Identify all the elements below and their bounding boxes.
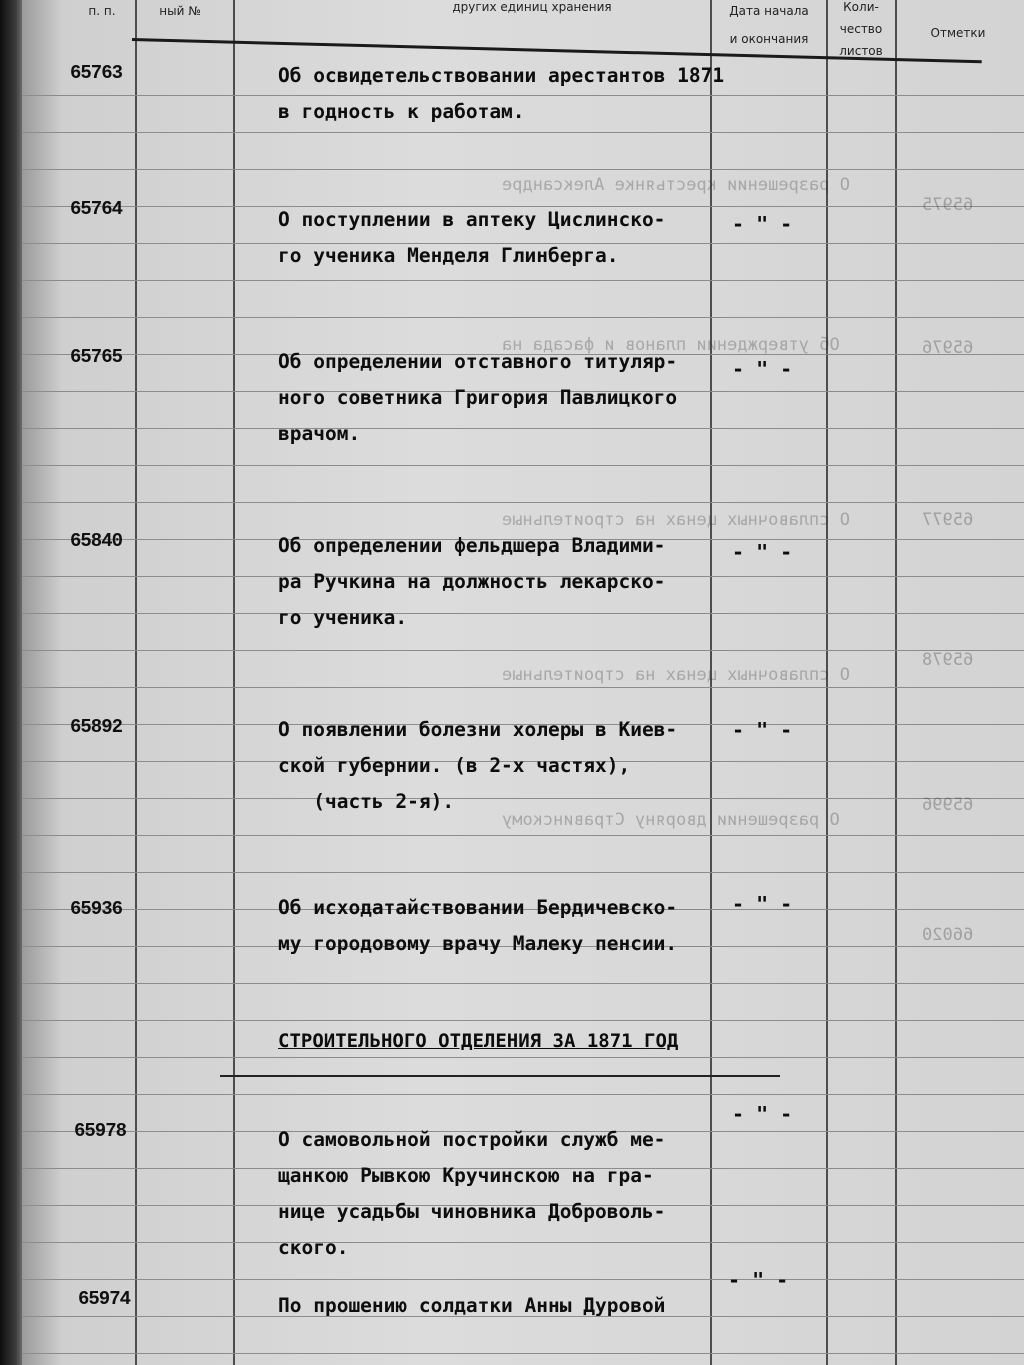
header-col-title: других единиц хранения: [452, 0, 612, 14]
column-divider-5: [895, 0, 897, 1365]
bleed-through-number: 66020: [922, 925, 974, 945]
ruled-line: [22, 1094, 1024, 1095]
header-col-no: п. п.: [88, 4, 116, 18]
entry-text-line: ного советника Григория Павлицкого: [278, 386, 678, 409]
ruled-line: [22, 1353, 1024, 1354]
ruled-line: [22, 650, 1024, 651]
ruled-line: [22, 1057, 1024, 1058]
bleed-through-number: 65996: [922, 795, 974, 815]
ruled-line: [22, 317, 1024, 318]
ruled-line: [22, 1020, 1024, 1021]
ditto-mark: - " -: [732, 357, 793, 381]
ditto-mark: - " -: [732, 718, 793, 742]
entry-text-line: му городовому врачу Малеку пенсии.: [278, 932, 678, 955]
entry-text-line: го ученика.: [278, 606, 408, 629]
header-col-dates-1: Дата начала: [729, 4, 809, 18]
bleed-through-number: 65977: [922, 510, 974, 530]
entry-number: 65764: [70, 198, 123, 220]
entry-text-line: Об определении отставного титуляр-: [278, 350, 678, 373]
ditto-mark: - " -: [732, 212, 793, 236]
entry-number: 65974: [78, 1288, 131, 1310]
bleed-through-number: 65975: [922, 195, 974, 215]
entry-number: 65763: [70, 62, 123, 84]
ruled-line: [22, 132, 1024, 133]
entry-text-line: ского.: [278, 1236, 349, 1259]
ruled-line: [22, 465, 1024, 466]
ditto-mark: - " -: [728, 1268, 789, 1292]
ruled-line: [22, 1279, 1024, 1280]
entry-text-line: (часть 2-я).: [278, 790, 455, 813]
section-heading: СТРОИТЕЛЬНОГО ОТДЕЛЕНИЯ ЗА 1871 ГОД: [278, 1030, 679, 1052]
header-col-dates-2: и окончания: [729, 32, 809, 46]
entry-text-line: О самовольной постройки служб ме-: [278, 1128, 666, 1151]
ruled-line: [22, 798, 1024, 799]
ditto-mark: - " -: [732, 892, 793, 916]
header-col-count-3: листов: [839, 44, 883, 58]
entry-text-line: ской губернии. (в 2-х частях),: [278, 754, 631, 777]
ruled-line: [22, 502, 1024, 503]
entry-number: 65936: [70, 898, 123, 920]
entry-text-line: Об исходатайствовании Бердичевско-: [278, 896, 678, 919]
entry-number: 65840: [70, 530, 123, 552]
entry-text-line: в годность к работам.: [278, 100, 525, 123]
entry-text-line: По прошению солдатки Анны Дуровой: [278, 1294, 666, 1317]
bleed-through-text: О сплавочных ценах на строительные: [502, 510, 850, 530]
bleed-through-text: О сплавочных ценах на строительные: [502, 665, 850, 685]
header-col-marks: Отметки: [930, 26, 986, 40]
entry-text-line: врачом.: [278, 422, 361, 445]
header-col-count-2: чество: [839, 22, 883, 36]
column-divider-1: [135, 0, 137, 1365]
entry-text-line: ра Ручкина на должность лекарско-: [278, 570, 666, 593]
entry-text-line: щанкою Рывкою Кручинскою на гра-: [278, 1164, 654, 1187]
page-edge-shadow: [0, 0, 22, 1365]
entry-text-line: го ученика Менделя Глинберга.: [278, 244, 619, 267]
entry-text-line: Об определении фельдшера Владими-: [278, 534, 666, 557]
ditto-mark: - " -: [732, 1102, 793, 1126]
ruled-line: [22, 1242, 1024, 1243]
entry-text-line: О поступлении в аптеку Цислинско-: [278, 208, 666, 231]
ruled-line: [22, 613, 1024, 614]
register-page: [22, 0, 1024, 1365]
entry-number: 65892: [70, 716, 123, 738]
ruled-line: [22, 835, 1024, 836]
entry-text-line: нице усадьбы чиновника Доброволь-: [278, 1200, 666, 1223]
bleed-through-text: О разрешении дворяну Стравинскому: [502, 810, 840, 830]
ruled-line: [22, 169, 1024, 170]
bleed-through-text: Об утверждении планов и фасада на: [502, 335, 840, 355]
bleed-through-number: 65978: [922, 650, 974, 670]
ditto-mark: - " -: [732, 540, 793, 564]
ruled-line: [22, 687, 1024, 688]
entry-number: 65765: [70, 346, 123, 368]
header-col-count-1: Коли-: [843, 0, 879, 14]
bleed-through-number: 65976: [922, 338, 974, 358]
ruled-line: [22, 280, 1024, 281]
ruled-line: [22, 983, 1024, 984]
header-col-inv: ный №: [159, 4, 201, 18]
column-divider-2: [233, 0, 235, 1365]
entry-number: 65978: [74, 1120, 127, 1142]
ruled-line: [22, 872, 1024, 873]
bleed-through-text: О разрешении крестьянке Александре: [502, 175, 850, 195]
entry-text-line: Об освидетельствовании арестантов 1871: [278, 64, 725, 87]
ruled-line: [22, 428, 1024, 429]
entry-text-line: О появлении болезни холеры в Киев-: [278, 718, 678, 741]
section-heading-rule: [220, 1075, 780, 1077]
